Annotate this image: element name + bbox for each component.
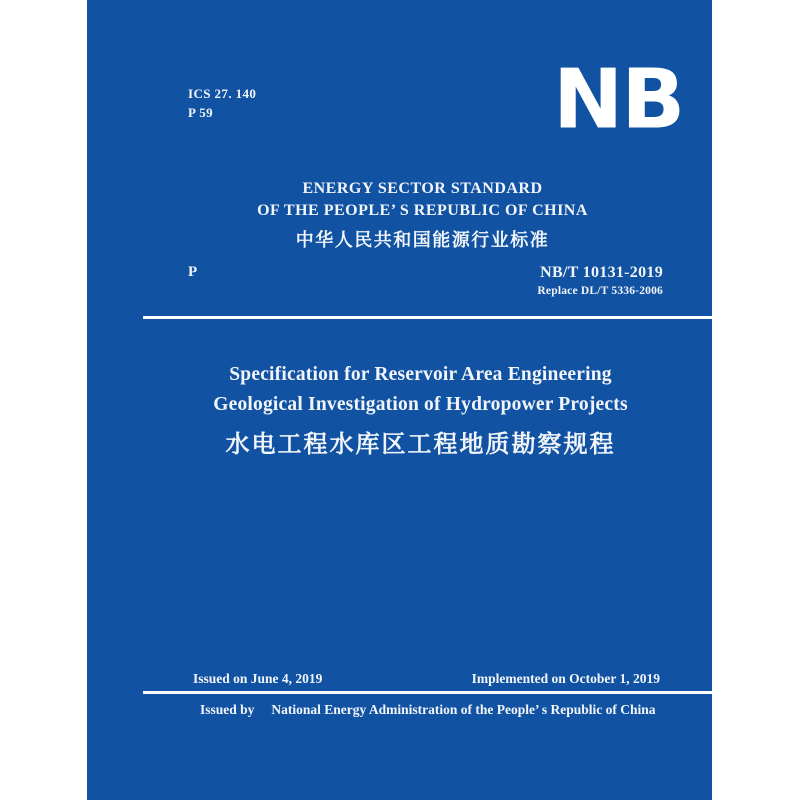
standard-header — [87, 178, 712, 252]
standard-header-en-line1: ENERGY SECTOR STANDARD — [302, 180, 543, 197]
standard-cover-page — [87, 0, 712, 800]
dates-row — [87, 671, 712, 687]
title-en-line2: Geological Investigation of Hydropower Projects — [213, 394, 628, 415]
title-en-line1: Specification for Reservoir Area Engineering — [229, 364, 612, 385]
issuer-name: National Energy Administration of the People’ s Republic of China — [271, 702, 656, 717]
implemented-date: Implemented on October 1, 2019 — [471, 671, 660, 686]
issued-date: Issued on June 4, 2019 — [193, 671, 323, 686]
replaced-standard-note: Replace DL/T 5336-2006 — [537, 285, 663, 297]
standard-code-group — [537, 264, 663, 297]
issuer-label: Issued by — [200, 702, 255, 717]
title-zh: 水电工程水库区工程地质勘察规程 — [225, 432, 616, 458]
p-label: P — [188, 264, 198, 280]
designation-row — [87, 264, 712, 297]
p-classification-code: P 59 — [188, 105, 214, 120]
standard-header-zh: 中华人民共和国能源行业标准 — [295, 230, 550, 250]
issuer-row — [200, 702, 656, 718]
top-divider-rule — [143, 316, 712, 319]
document-title — [87, 360, 712, 461]
nb-logo: NB — [553, 50, 684, 148]
classification-codes — [188, 84, 256, 122]
ics-code: ICS 27. 140 — [188, 86, 257, 101]
bottom-divider-rule — [143, 691, 712, 694]
standard-header-en-line2: OF THE PEOPLE’ S REPUBLIC OF CHINA — [257, 202, 588, 219]
standard-code: NB/T 10131-2019 — [540, 264, 663, 281]
